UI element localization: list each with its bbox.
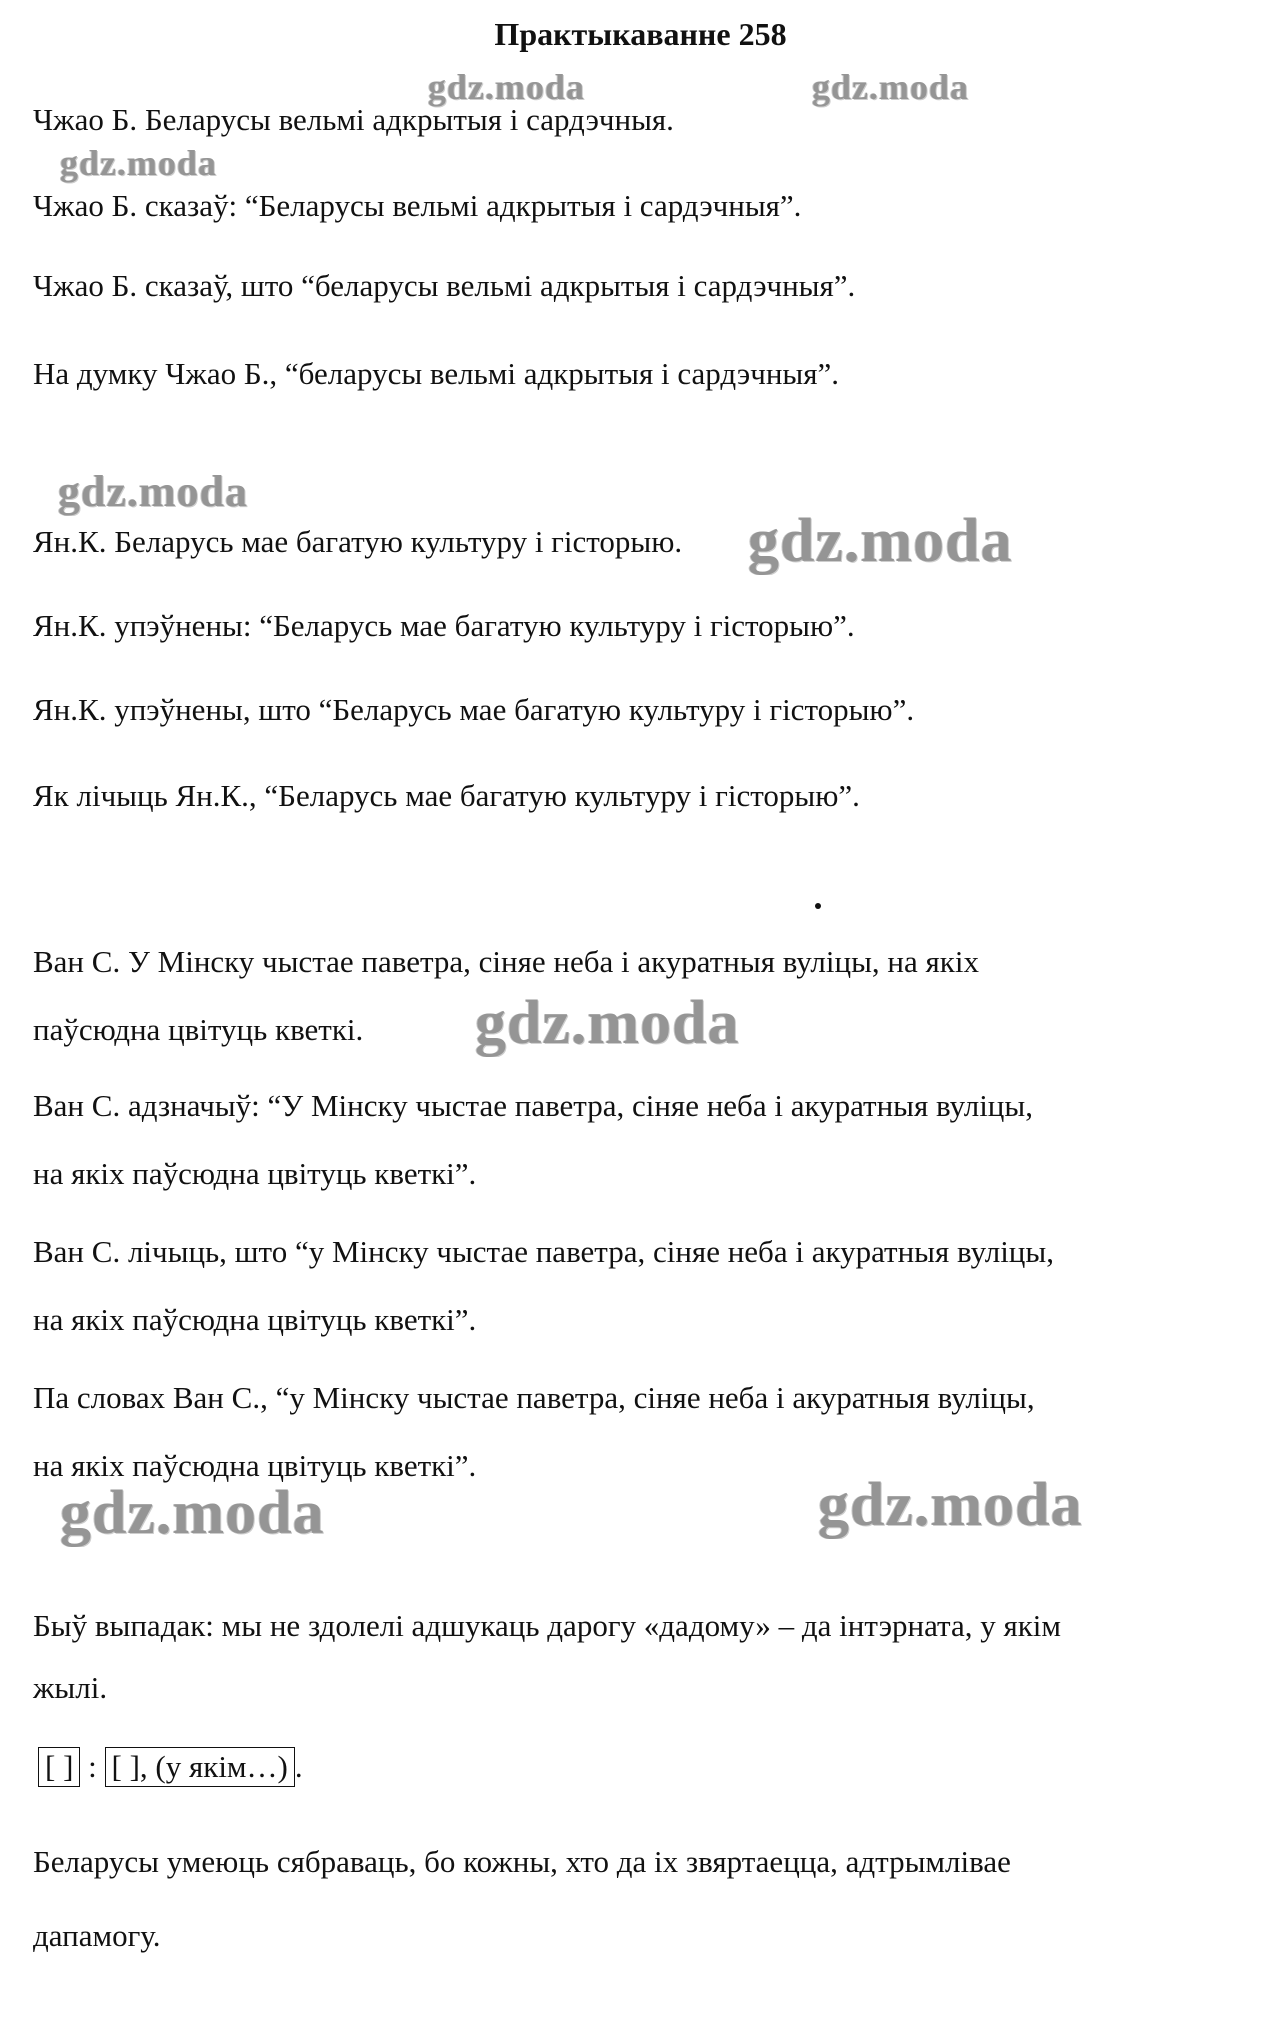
text-line: Па словах Ван С., “у Мінску чыстае паветра, сіняе неба і акуратныя вуліцы,	[33, 1380, 1035, 1415]
watermark: gdz.moda	[58, 467, 249, 516]
text-line: Чжао Б. сказаў: “Беларусы вельмі адкрытыя і сардэчныя”.	[33, 188, 802, 223]
sentence-scheme	[38, 1747, 303, 1787]
text-line: Ван С. адзначыў: “У Мінску чыстае паветра, сіняе неба і акуратныя вуліцы,	[33, 1088, 1033, 1123]
text-line: Ван С. У Мінску чыстае паветра, сіняе неба і акуратныя вуліцы, на якіх	[33, 944, 979, 979]
text-line: На думку Чжао Б., “беларусы вельмі адкрытыя і сардэчныя”.	[33, 356, 839, 391]
exercise-title: Практыкаванне 258	[494, 16, 787, 52]
watermark: gdz.moda	[60, 143, 218, 183]
text-line: на якіх паўсюдна цвітуць кветкі”.	[33, 1156, 477, 1191]
watermark: gdz.moda	[60, 1479, 325, 1547]
text-line: Ян.К. упэўнены, што “Беларусь мае багатую культуру і гісторыю”.	[33, 692, 915, 727]
scheme-box-main: [ ]	[38, 1747, 80, 1787]
scheme-end: .	[294, 1749, 303, 1784]
text-line: Чжао Б. сказаў, што “беларусы вельмі адкрытыя і сардэчныя”.	[33, 268, 856, 303]
text-line: Ян.К. упэўнены: “Беларусь мае багатую культуру і гісторыю”.	[33, 608, 855, 643]
text-line: Беларусы умеюць сябраваць, бо кожны, хто да іх звяртаецца, адтрымлівае	[33, 1844, 1011, 1879]
text-line: Чжао Б. Беларусы вельмі адкрытыя і сардэчныя.	[33, 102, 674, 137]
text-line: Ян.К. Беларусь мае багатую культуру і гісторыю.	[33, 524, 683, 559]
watermark: gdz.moda	[475, 989, 740, 1057]
text-line: на якіх паўсюдна цвітуць кветкі”.	[33, 1302, 477, 1337]
text-line: жылі.	[33, 1670, 108, 1705]
text-line: на якіх паўсюдна цвітуць кветкі”.	[33, 1448, 477, 1483]
scheme-colon: :	[88, 1749, 97, 1784]
scheme-box-subordinate: [ ], (у якім…)	[105, 1747, 295, 1787]
text-line: паўсюдна цвітуць кветкі.	[33, 1012, 364, 1047]
watermark: gdz.moda	[748, 507, 1013, 575]
text-line: Ван С. лічыць, што “у Мінску чыстае паветра, сіняе неба і акуратныя вуліцы,	[33, 1234, 1054, 1269]
stray-dot	[815, 903, 821, 909]
text-line: дапамогу.	[33, 1918, 161, 1953]
watermark: gdz.moda	[818, 1471, 1083, 1539]
text-line: Як лічыць Ян.К., “Беларусь мае багатую культуру і гісторыю”.	[33, 778, 860, 813]
watermark: gdz.moda	[428, 67, 586, 107]
text-line: Быў выпадак: мы не здолелі адшукаць дарогу «дадому» – да інтэрната, у якім	[33, 1608, 1062, 1643]
watermark: gdz.moda	[812, 67, 970, 107]
